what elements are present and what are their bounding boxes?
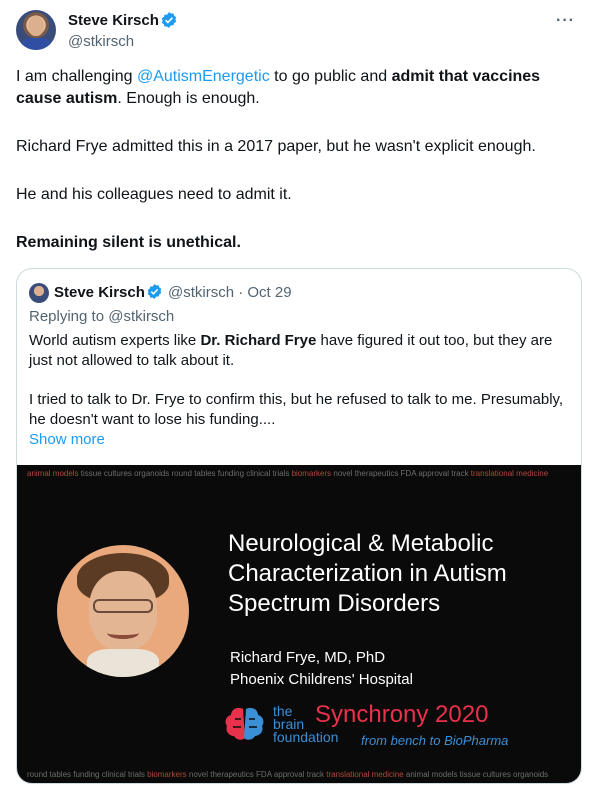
ticker-segment: biomarkers [291, 469, 332, 478]
quoted-tweet-text [29, 331, 569, 449]
quoted-paragraph-2: I tried to talk to Dr. Frye to confirm this, but he refused to talk to me. Presumably, he doesn't want to lose his funding.... [29, 391, 564, 428]
tweet-bold-text: admit that vaccines cause autism [16, 68, 541, 107]
presenter-name: Richard Frye, MD, PhD [230, 649, 386, 666]
tweet-paragraph-3: He and his colleagues need to admit it. [16, 186, 292, 203]
ticker-segment: novel therapeutics FDA approval track [186, 770, 327, 779]
tweet-text-segment: . Enough is enough. [117, 90, 260, 107]
event-tagline: from bench to BioPharma [361, 733, 509, 748]
ticker-segment: animal models tissue cultures organoids [403, 770, 549, 779]
ticker-segment: translational medicine [326, 770, 404, 779]
quoted-paragraph-1 [29, 331, 569, 371]
show-more-link[interactable]: Show more [29, 431, 105, 448]
more-options-icon[interactable]: ··· [556, 12, 575, 29]
brand-line: brain [273, 716, 305, 732]
quoted-handle-date[interactable]: @stkirsch · Oct 29 [168, 284, 292, 301]
author-handle[interactable]: @stkirsch [68, 33, 135, 50]
replying-to: Replying to @stkirsch [29, 308, 175, 325]
verified-badge-icon [160, 11, 178, 29]
ticker-segment: biomarkers [147, 770, 187, 779]
quoted-author-avatar[interactable] [29, 283, 49, 303]
ticker-top [27, 469, 548, 478]
tweet-paragraph-4: Remaining silent is unethical. [16, 234, 241, 251]
author-avatar[interactable] [16, 10, 56, 50]
tweet-paragraph-1 [16, 66, 582, 110]
slide-presenter [230, 647, 413, 691]
event-title: Synchrony 2020 [315, 701, 489, 728]
presenter-photo [57, 545, 189, 677]
quoted-text-segment: have figured it out too, but they are just not allowed to talk about it. [29, 332, 553, 369]
slide-title-line: Neurological & Metabolic [228, 530, 494, 557]
quoted-tweet[interactable] [16, 268, 582, 784]
brand-line: foundation [273, 729, 339, 745]
quoted-bold-text: Dr. Richard Frye [200, 332, 317, 349]
brain-logo-icon [223, 705, 267, 743]
slide-title [228, 529, 568, 619]
tweet-paragraph-2: Richard Frye admitted this in a 2017 paper, but he wasn't explicit enough. [16, 138, 536, 155]
ticker-bottom [27, 770, 548, 779]
author-name[interactable]: Steve Kirsch [68, 12, 159, 29]
brand-line: the [273, 703, 293, 719]
mention-link[interactable]: @AutismEnergetic [136, 68, 270, 85]
presenter-org: Phoenix Childrens' Hospital [230, 671, 413, 688]
ticker-segment: translational medicine [470, 469, 549, 478]
tweet-text-segment: to go public and [269, 68, 392, 85]
tweet-text [16, 66, 582, 280]
quoted-author-name[interactable]: Steve Kirsch [54, 284, 145, 301]
ticker-segment: round tables funding clinical trials [27, 770, 148, 779]
verified-badge-icon [146, 283, 163, 300]
slide-title-line: Spectrum Disorders [228, 590, 441, 617]
ticker-segment: animal models [27, 469, 79, 478]
ticker-segment: tissue cultures organoids round tables funding clinical trials [78, 469, 292, 478]
tweet-text-segment: I am challenging [16, 68, 137, 85]
quoted-text-segment: World autism experts like [29, 332, 201, 349]
quoted-media-image[interactable] [17, 465, 581, 783]
slide-title-line: Characterization in Autism [228, 560, 507, 587]
ticker-segment: novel therapeutics FDA approval track [331, 469, 471, 478]
